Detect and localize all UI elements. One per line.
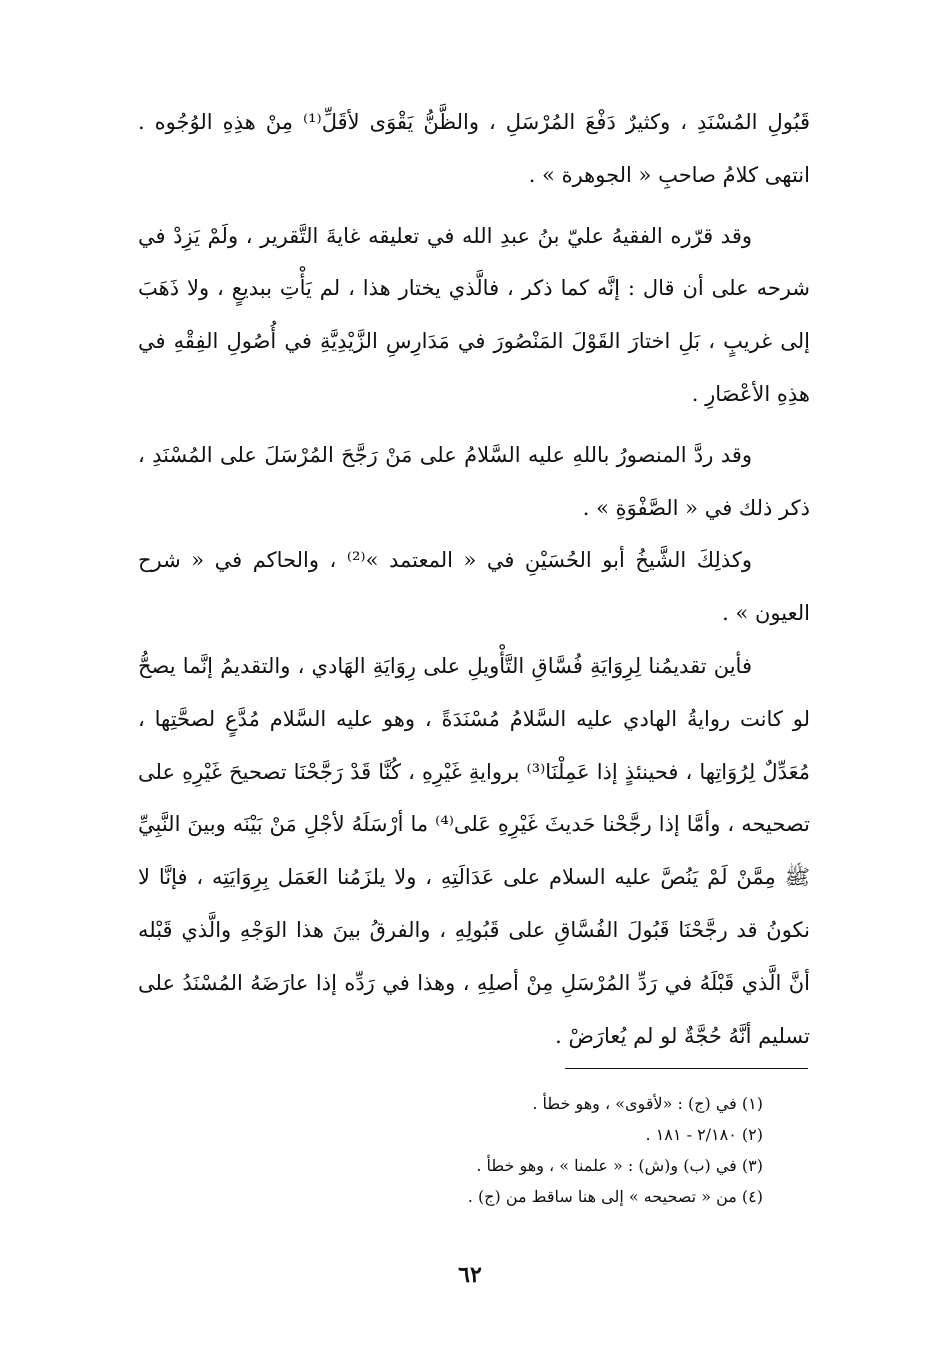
paragraph-2: وقد قرّره الفقيهُ عليّ بنُ عبدِ الله في تعليقه غايةَ التَّقرير ، ولَمْ يَزِدْ في شرحه على أن قال : إنَّه كما ذكر ، فالَّذي يختار هذا ، لم يَأْتِ ببديعٍ ، ولا ذَهَبَ إلى غريبٍ ، بَلِ اختارَ القَوْلَ المَنْصُورَ في مَدَارِسِ الزَّيْدِيَّةِ في أُصُولِ الفِقْهِ في هذِهِ الأعْصَارِ . <box>138 223 810 406</box>
paragraph-3: وقد ردَّ المنصورُ باللهِ عليه السَّلامُ على مَنْ رَجَّحَ المُرْسَلَ على المُسْنَدِ ، ذكر ذلك في « الصَّفْوَةِ » . <box>138 442 810 520</box>
paragraph-5: فأين تقديمُنا لِرِوَايَةِ فُسَّاقِ التَّأْويلِ على رِوَايَةِ الهَادي ، والتقديمُ إنَّما يصحُّ لو كانت روايةُ الهادي عليه السَّلامُ مُسْنَدَةً ، وهو عليه السَّلام مُدَّعٍ لصحَّتِها ، مُعَدِّلٌ لِرُوَاتِها ، فحينئذٍ إذا عَمِلْنَا⁽³⁾ بروايةِ غَيْرِهِ ، كُنَّا قَدْ رَجَّحْنَا تصحيحَ غَيْرِهِ على تصحيحه ، وأمَّا إذا رجَّحْنا حَديثَ غَيْرِهِ عَلى⁽⁴⁾ ما أرْسَلَهُ لأجْلِ مَنْ بَيْنَه وبينَ النَّبِيِّ ﷺ مِمَّنْ لَمْ يَنُصَّ عليه السلام على عَدَالَتِهِ ، ولا يلزَمُنا العَمَل بِرِوَايَتِه ، فإنَّا لا نكونُ قد رجَّحْنَا قَبُولَ الفُسَّاقِ على قَبُولِهِ ، والفرقُ بينَ هذا الوَجْهِ والَّذي قَبْله أنَّ الَّذي قَبْلَهُ في رَدِّ المُرْسَلِ مِنْ أصلِهِ ، وهذا في رَدِّه إذا عارَضَهُ المُسْنَدُ على تسليم أنَّهُ حُجَّةٌ لو لم يُعارَضْ . <box>138 653 810 1048</box>
footnote-1: (١) في (ج) : «لأقوى» ، وهو خطأ . <box>532 1094 763 1113</box>
footnotes <box>380 1088 763 1212</box>
footnote-3: (٣) في (ب) و(ش) : « علمنا » ، وهو خطأ . <box>476 1156 763 1175</box>
page-number: ٦٢ <box>458 1262 482 1288</box>
footnote-divider <box>565 1068 808 1069</box>
paragraph-1: قَبُولِ المُسْنَدِ ، وكثيرٌ دَفْعَ المُرْسَلِ ، والظَّنُّ يَقْوَى لأقَلِّ⁽¹⁾ مِنْ هذِهِ الوُجُوه . انتهى كلامُ صاحبِ « الجوهرة » . <box>138 110 810 187</box>
footnote-4: (٤) من « تصحيحه » إلى هنا ساقط من (ج) . <box>467 1187 763 1206</box>
main-text <box>138 96 810 1062</box>
paragraph-4: وكذلِكَ الشَّيخُ أبو الحُسَيْنِ في « المعتمد »⁽²⁾ ، والحاكم في « شرح العيون » . <box>138 548 810 626</box>
footnote-2: (٢) ٢/١٨٠ - ١٨١ . <box>645 1125 763 1144</box>
